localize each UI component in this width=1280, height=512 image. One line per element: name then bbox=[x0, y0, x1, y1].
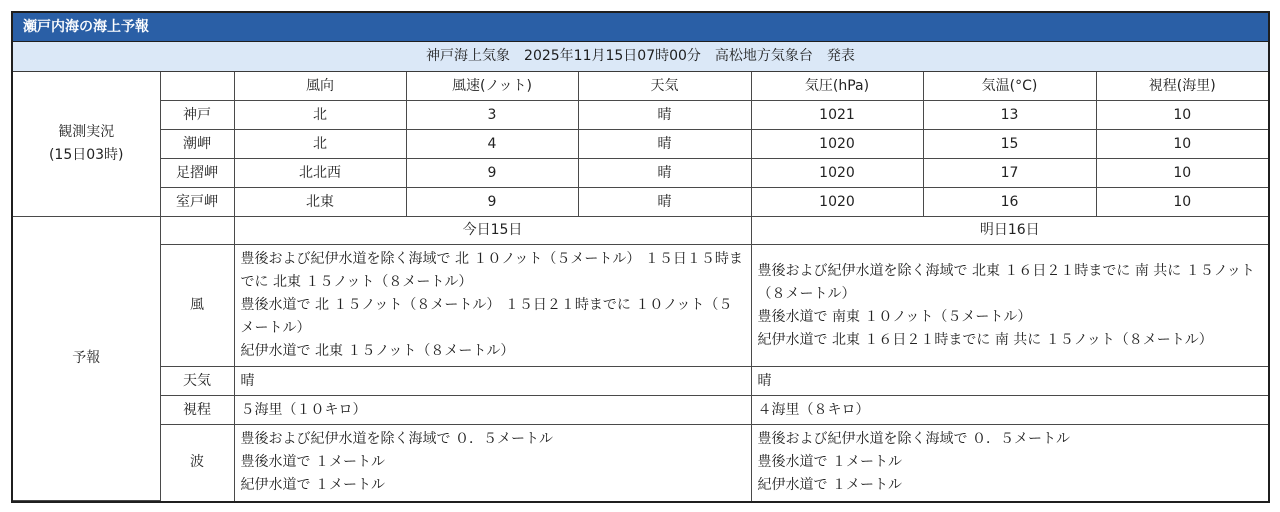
temperature-cell: 13 bbox=[923, 101, 1096, 130]
header-temperature: 気温(°C) bbox=[923, 72, 1096, 101]
today-wind-line: 豊後水道で 北 １５ノット（８メートル） １５日２１時までに １０ノット（５メートル） bbox=[240, 297, 733, 336]
tomorrow-waves-line: 豊後および紀伊水道を除く海域で ０．５メートル bbox=[757, 431, 1070, 448]
temperature-cell: 16 bbox=[923, 188, 1096, 217]
forecast-day-header-row bbox=[13, 217, 1268, 245]
header-visibility: 視程(海里) bbox=[1096, 72, 1268, 101]
forecast-wind-row bbox=[13, 245, 1268, 367]
weather-cell: 晴 bbox=[578, 188, 751, 217]
forecast-visibility-row bbox=[13, 396, 1268, 425]
wind-speed-cell: 3 bbox=[406, 101, 578, 130]
visibility-cell: 10 bbox=[1096, 159, 1268, 188]
today-waves-line: 紀伊水道で １メートル bbox=[240, 477, 385, 494]
observation-header-row bbox=[13, 72, 1268, 101]
tomorrow-visibility-cell: ４海里（８キロ） bbox=[751, 396, 1268, 425]
visibility-cell: 10 bbox=[1096, 188, 1268, 217]
visibility-cell: 10 bbox=[1096, 101, 1268, 130]
weather-cell: 晴 bbox=[578, 130, 751, 159]
station-name: 神戸 bbox=[160, 101, 234, 130]
wind-speed-cell: 4 bbox=[406, 130, 578, 159]
weather-cell: 晴 bbox=[578, 101, 751, 130]
temperature-cell: 15 bbox=[923, 130, 1096, 159]
temperature-cell: 17 bbox=[923, 159, 1096, 188]
station-name: 足摺岬 bbox=[160, 159, 234, 188]
pressure-cell: 1021 bbox=[751, 101, 923, 130]
tomorrow-wind-line: 紀伊水道で 北東 １６日２１時までに 南 共に １５ノット（８メートル） bbox=[757, 331, 1213, 348]
tomorrow-wind-line: 豊後および紀伊水道を除く海域で 北東 １６日２１時までに 南 共に １５ノット（８メートル） bbox=[757, 262, 1255, 302]
today-visibility-cell: ５海里（１０キロ） bbox=[234, 396, 751, 425]
today-wind-cell bbox=[234, 245, 751, 367]
station-name: 室戸岬 bbox=[160, 188, 234, 217]
header-weather: 天気 bbox=[578, 72, 751, 101]
tomorrow-waves-line: 紀伊水道で １メートル bbox=[757, 477, 902, 494]
header-wind-direction: 風向 bbox=[234, 72, 406, 101]
tomorrow-header: 明日16日 bbox=[751, 217, 1268, 245]
forecast-label: 予報 bbox=[13, 217, 160, 501]
wind-label: 風 bbox=[160, 245, 234, 367]
tomorrow-weather-cell: 晴 bbox=[751, 367, 1268, 396]
header-pressure: 気圧(hPa) bbox=[751, 72, 923, 101]
today-header: 今日15日 bbox=[234, 217, 751, 245]
wind-direction-cell: 北 bbox=[234, 101, 406, 130]
station-name: 潮岬 bbox=[160, 130, 234, 159]
wind-direction-cell: 北東 bbox=[234, 188, 406, 217]
header-blank-cell bbox=[160, 72, 234, 101]
observation-label: 観測実況 bbox=[58, 124, 115, 140]
waves-label: 波 bbox=[160, 425, 234, 501]
forecast-waves-row bbox=[13, 425, 1268, 501]
observation-row bbox=[13, 130, 1268, 159]
observation-time: (15日03時) bbox=[48, 147, 124, 163]
wind-direction-cell: 北 bbox=[234, 130, 406, 159]
tomorrow-wind-cell bbox=[751, 245, 1268, 367]
observation-row bbox=[13, 188, 1268, 217]
today-wind-line: 豊後および紀伊水道を除く海域で 北 １０ノット（５メートル） １５日１５時までに 北東 １５ノット（８メートル） bbox=[240, 251, 743, 290]
tomorrow-wind-line: 豊後水道で 南東 １０ノット（５メートル） bbox=[757, 308, 1032, 325]
today-waves-line: 豊後および紀伊水道を除く海域で ０．５メートル bbox=[240, 431, 553, 448]
tomorrow-waves-cell bbox=[751, 425, 1268, 501]
observation-label-cell bbox=[13, 72, 160, 217]
wind-speed-cell: 9 bbox=[406, 159, 578, 188]
visibility-cell: 10 bbox=[1096, 130, 1268, 159]
issue-info: 神戸海上気象 2025年11月15日07時00分 高松地方気象台 発表 bbox=[13, 42, 1268, 72]
today-weather-cell: 晴 bbox=[234, 367, 751, 396]
weather-cell: 晴 bbox=[578, 159, 751, 188]
observation-row bbox=[13, 159, 1268, 188]
pressure-cell: 1020 bbox=[751, 159, 923, 188]
wind-direction-cell: 北北西 bbox=[234, 159, 406, 188]
forecast-blank-cell bbox=[160, 217, 234, 245]
pressure-cell: 1020 bbox=[751, 188, 923, 217]
forecast-table bbox=[13, 72, 1268, 501]
forecast-panel bbox=[11, 11, 1270, 503]
weather-label: 天気 bbox=[160, 367, 234, 396]
observation-row bbox=[13, 101, 1268, 130]
header-wind-speed: 風速(ノット) bbox=[406, 72, 578, 101]
visibility-label: 視程 bbox=[160, 396, 234, 425]
tomorrow-waves-line: 豊後水道で １メートル bbox=[757, 454, 902, 471]
today-wind-line: 紀伊水道で 北東 １５ノット（８メートル） bbox=[240, 343, 515, 359]
today-waves-line: 豊後水道で １メートル bbox=[240, 454, 385, 471]
wind-speed-cell: 9 bbox=[406, 188, 578, 217]
panel-title: 瀬戸内海の海上予報 bbox=[13, 13, 1268, 42]
today-waves-cell bbox=[234, 425, 751, 501]
pressure-cell: 1020 bbox=[751, 130, 923, 159]
forecast-weather-row bbox=[13, 367, 1268, 396]
